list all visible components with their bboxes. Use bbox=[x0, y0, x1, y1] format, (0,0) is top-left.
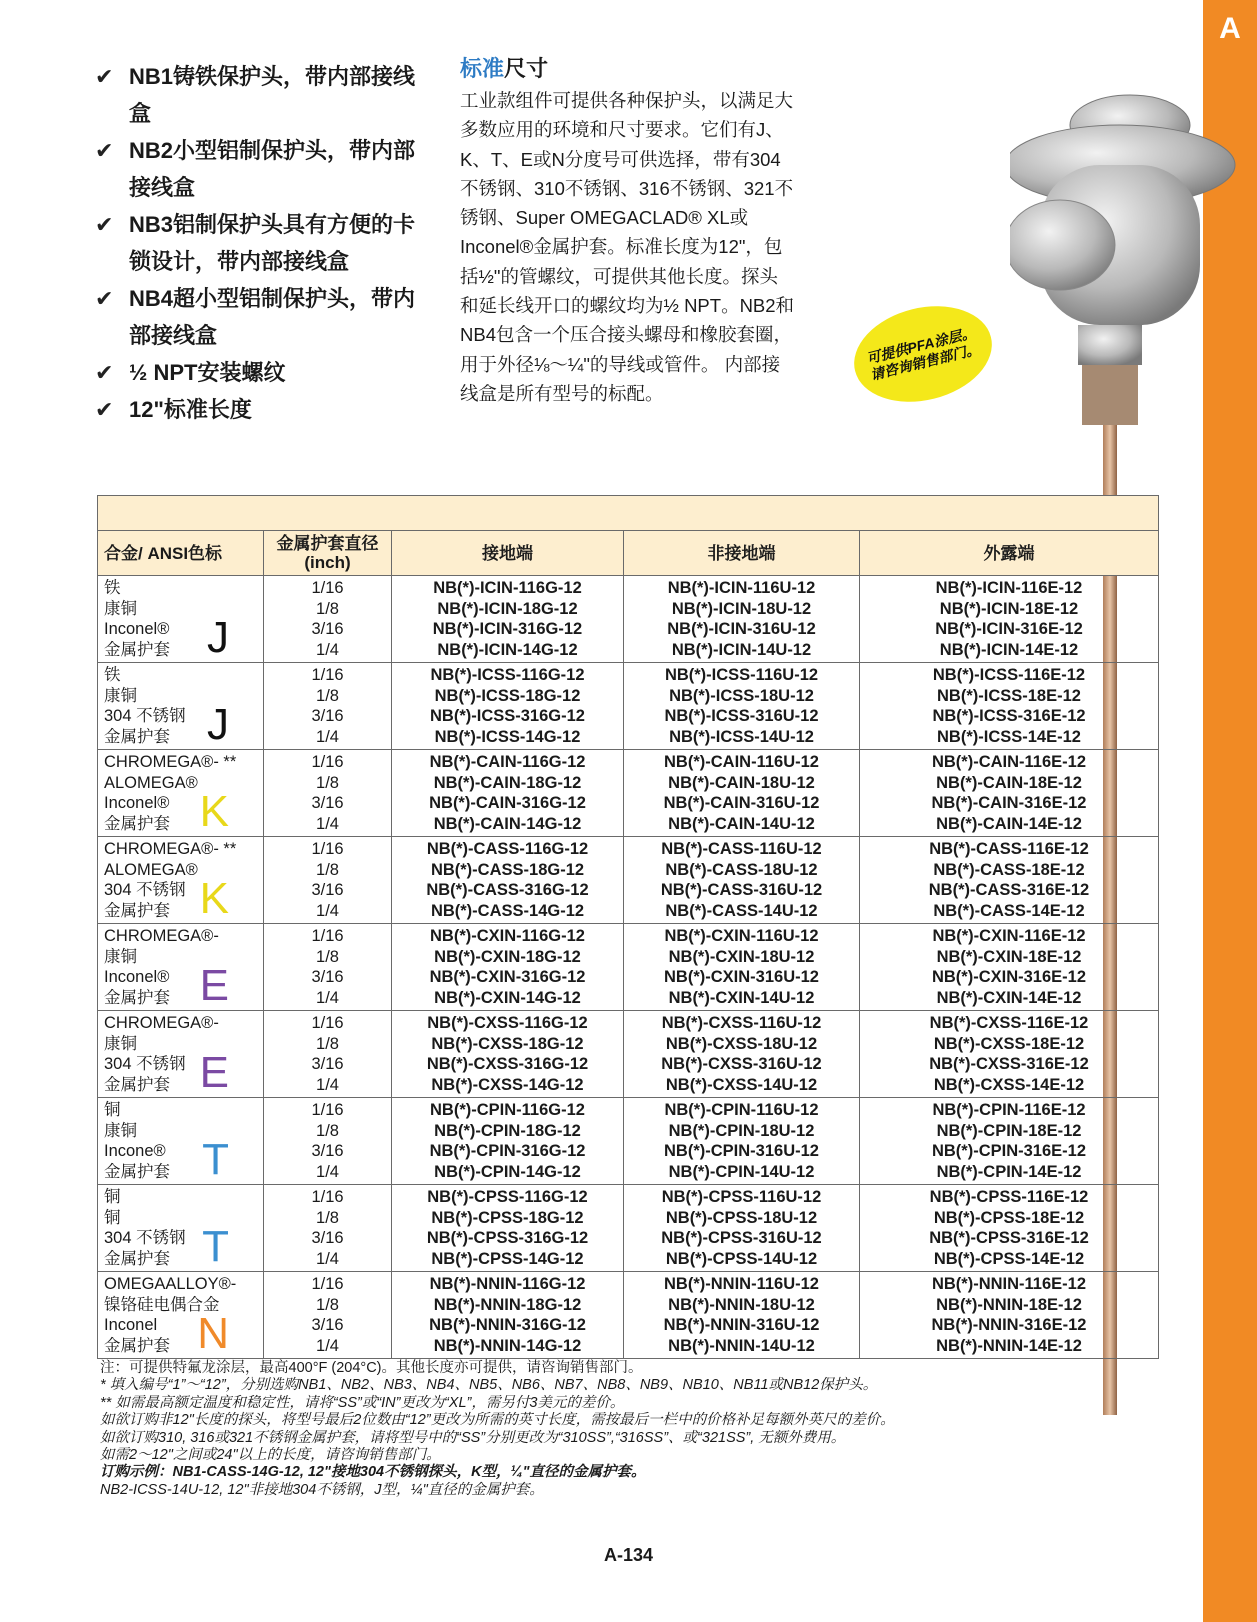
exposed-cell bbox=[860, 1185, 1159, 1272]
part-number: NB(*)-CAIN-14U-12 bbox=[668, 814, 815, 833]
diameter-value: 1/16 bbox=[311, 579, 344, 597]
part-number: NB(*)-CAIN-116E-12 bbox=[931, 753, 1087, 771]
part-number: NB(*)-NNIN-14U-12 bbox=[668, 1336, 815, 1355]
exposed-cell bbox=[860, 1098, 1159, 1185]
alloy-line: 康铜 bbox=[104, 599, 137, 618]
part-number: NB(*)-CPSS-316U-12 bbox=[661, 1229, 822, 1247]
alloy-cell bbox=[98, 750, 264, 837]
table-row bbox=[98, 750, 1159, 837]
exposed-cell bbox=[860, 750, 1159, 837]
diameter-value: 3/16 bbox=[311, 620, 344, 638]
part-number: NB(*)-ICIN-116E-12 bbox=[935, 579, 1083, 597]
diameter-cell bbox=[264, 750, 392, 837]
part-number: NB(*)-ICIN-18U-12 bbox=[671, 599, 812, 618]
exposed-cell bbox=[860, 924, 1159, 1011]
ungrounded-cell bbox=[624, 576, 860, 663]
part-number: NB(*)-CAIN-18G-12 bbox=[433, 773, 582, 792]
part-number: NB(*)-ICSS-316U-12 bbox=[664, 707, 819, 725]
part-number: NB(*)-CXIN-116U-12 bbox=[664, 927, 819, 945]
part-number: NB(*)-CXSS-116G-12 bbox=[427, 1014, 588, 1032]
header-exposed: 外露端 bbox=[860, 531, 1159, 576]
ungrounded-cell bbox=[624, 663, 860, 750]
diameter-value: 1/8 bbox=[316, 686, 339, 705]
part-number: NB(*)-CASS-116G-12 bbox=[426, 840, 589, 858]
part-number: NB(*)-NNIN-18E-12 bbox=[936, 1295, 1082, 1314]
part-number: NB(*)-CXIN-14U-12 bbox=[668, 988, 815, 1007]
part-number: NB(*)-CAIN-116U-12 bbox=[664, 753, 819, 771]
alloy-line: 铁 bbox=[104, 666, 121, 684]
ansi-type-letter: E bbox=[199, 961, 229, 1010]
part-number: NB(*)-CAIN-316G-12 bbox=[429, 794, 586, 812]
part-number: NB(*)-CXSS-116U-12 bbox=[661, 1014, 822, 1032]
header-alloy: 合金/ ANSI色标 bbox=[98, 531, 264, 576]
part-number: NB(*)-CASS-18E-12 bbox=[933, 860, 1085, 879]
diameter-value: 1/4 bbox=[316, 1075, 339, 1094]
part-number: NB(*)-NNIN-116U-12 bbox=[664, 1275, 819, 1293]
diameter-value: 1/8 bbox=[316, 860, 339, 879]
part-number: NB(*)-ICSS-14G-12 bbox=[434, 727, 581, 746]
table-row bbox=[98, 1098, 1159, 1185]
alloy-line: 铜 bbox=[104, 1208, 121, 1227]
standard-title: 标准尺寸 bbox=[460, 56, 549, 81]
diameter-value: 1/16 bbox=[311, 1014, 344, 1032]
part-number: NB(*)-CASS-18U-12 bbox=[665, 860, 818, 879]
ansi-type-letter: E bbox=[199, 1048, 229, 1097]
diameter-value: 1/16 bbox=[311, 666, 344, 684]
part-number: NB(*)-CASS-14E-12 bbox=[933, 901, 1085, 920]
ansi-type-letter: T bbox=[202, 1222, 229, 1271]
table-header-row bbox=[98, 531, 1159, 576]
ansi-type-letter: K bbox=[199, 787, 229, 836]
alloy-cell bbox=[98, 1098, 264, 1185]
alloy-cell bbox=[98, 924, 264, 1011]
alloy-line: 金属护套 bbox=[104, 1075, 170, 1094]
ungrounded-cell bbox=[624, 1011, 860, 1098]
diameter-value: 1/16 bbox=[311, 1101, 344, 1119]
part-number: NB(*)-ICSS-18E-12 bbox=[937, 686, 1081, 705]
part-number: NB(*)-CAIN-316E-12 bbox=[931, 794, 1087, 812]
part-number: NB(*)-CPIN-18U-12 bbox=[668, 1121, 815, 1140]
part-number: NB(*)-NNIN-316G-12 bbox=[429, 1316, 586, 1334]
part-number: NB(*)-ICSS-14U-12 bbox=[669, 727, 814, 746]
part-number: NB(*)-CXSS-116E-12 bbox=[929, 1014, 1089, 1032]
table-row bbox=[98, 1011, 1159, 1098]
check-icon: ✔ bbox=[95, 286, 114, 311]
part-number: NB(*)-ICIN-316G-12 bbox=[432, 620, 583, 638]
diameter-value: 1/16 bbox=[311, 840, 344, 858]
ungrounded-cell bbox=[624, 1185, 860, 1272]
part-number: NB(*)-CAIN-14E-12 bbox=[936, 814, 1082, 833]
part-number: NB(*)-ICSS-18U-12 bbox=[669, 686, 814, 705]
part-number: NB(*)-CASS-316U-12 bbox=[660, 881, 823, 899]
part-number: NB(*)-ICIN-18G-12 bbox=[437, 599, 578, 618]
feature-text: 12"标准长度 bbox=[129, 397, 252, 422]
alloy-line: 铁 bbox=[104, 579, 121, 597]
part-number: NB(*)-CPIN-116E-12 bbox=[932, 1101, 1086, 1119]
ungrounded-cell bbox=[624, 837, 860, 924]
ungrounded-cell bbox=[624, 1098, 860, 1185]
part-number: NB(*)-CASS-18G-12 bbox=[430, 860, 585, 879]
grounded-cell bbox=[392, 1185, 624, 1272]
alloy-cell bbox=[98, 1272, 264, 1359]
part-number: NB(*)-CPIN-116U-12 bbox=[664, 1101, 819, 1119]
feature-text: NB2小型铝制保护头，带内部接线盒 bbox=[129, 138, 416, 200]
diameter-value: 1/8 bbox=[316, 773, 339, 792]
header-grounded: 接地端 bbox=[392, 531, 624, 576]
part-number: NB(*)-CXIN-116E-12 bbox=[932, 927, 1086, 945]
alloy-line: 康铜 bbox=[104, 947, 137, 966]
diameter-value: 3/16 bbox=[311, 1142, 344, 1160]
alloy-line: Inconel bbox=[104, 1316, 158, 1334]
ungrounded-cell bbox=[624, 924, 860, 1011]
part-number: NB(*)-ICIN-316E-12 bbox=[935, 620, 1083, 638]
diameter-value: 1/4 bbox=[316, 1162, 339, 1181]
alloy-line: 康铜 bbox=[104, 1121, 137, 1140]
part-number: NB(*)-CPIN-316E-12 bbox=[931, 1142, 1087, 1160]
note-line: * 填入编号“1”～“12”，分别选购NB1、NB2、NB3、NB4、NB5、NB6、NB7、NB8、NB9、NB10、NB11或NB12保护头。 bbox=[100, 1377, 878, 1394]
part-number: NB(*)-CAIN-18U-12 bbox=[668, 773, 815, 792]
feature-item bbox=[95, 354, 435, 391]
alloy-cell bbox=[98, 663, 264, 750]
diameter-cell bbox=[264, 1185, 392, 1272]
part-number: NB(*)-CASS-116E-12 bbox=[929, 840, 1089, 858]
ansi-type-letter: J bbox=[207, 700, 229, 749]
alloy-line: 铜 bbox=[104, 1101, 121, 1119]
note-line: 如欲订购310, 316或321不锈钢金属护套，请将型号中的“SS”分别更改为“310SS”,“316SS”、或“321SS”, 无额外费用。 bbox=[100, 1429, 846, 1446]
alloy-cell bbox=[98, 1185, 264, 1272]
alloy-line: 304 不锈钢 bbox=[104, 707, 186, 725]
part-number: NB(*)-CPIN-18E-12 bbox=[936, 1121, 1082, 1140]
alloy-cell bbox=[98, 1011, 264, 1098]
part-number: NB(*)-CXSS-14E-12 bbox=[933, 1075, 1085, 1094]
part-number: NB(*)-CXSS-14U-12 bbox=[665, 1075, 818, 1094]
part-number: NB(*)-ICSS-116G-12 bbox=[430, 666, 585, 684]
grounded-cell bbox=[392, 837, 624, 924]
alloy-line: Inconel® bbox=[104, 794, 170, 812]
part-number: NB(*)-ICIN-116U-12 bbox=[667, 579, 816, 597]
header-ungrounded: 非接地端 bbox=[624, 531, 860, 576]
table-row bbox=[98, 663, 1159, 750]
alloy-cell bbox=[98, 837, 264, 924]
page-number: A-134 bbox=[603, 1545, 654, 1565]
alloy-line: 金属护套 bbox=[104, 814, 170, 833]
part-number: NB(*)-ICIN-18E-12 bbox=[939, 599, 1079, 618]
diameter-value: 1/8 bbox=[316, 1121, 339, 1140]
grounded-cell bbox=[392, 576, 624, 663]
ungrounded-cell bbox=[624, 1272, 860, 1359]
part-number: NB(*)-CXIN-18E-12 bbox=[936, 947, 1082, 966]
part-number: NB(*)-CXIN-14G-12 bbox=[434, 988, 581, 1007]
feature-text: ½ NPT安装螺纹 bbox=[129, 360, 286, 385]
part-number: NB(*)-NNIN-316U-12 bbox=[663, 1316, 820, 1334]
table-row bbox=[98, 576, 1159, 663]
feature-list bbox=[95, 58, 435, 428]
diameter-cell bbox=[264, 924, 392, 1011]
part-number: NB(*)-ICSS-116E-12 bbox=[932, 666, 1086, 684]
note-line: 注：可提供特氟龙涂层，最高400°F (204°C)。其他长度亦可提供，请咨询销售部门。 bbox=[100, 1360, 643, 1376]
diameter-value: 1/8 bbox=[316, 599, 339, 618]
part-number: NB(*)-CPIN-116G-12 bbox=[430, 1101, 585, 1119]
part-number: NB(*)-CPSS-116U-12 bbox=[661, 1188, 822, 1206]
note-line: 如欲订购非12"长度的探头，将型号最后2位数由“12”更改为所需的英寸长度，需按最后一栏中的价格补足每额外英尺的差价。 bbox=[100, 1412, 895, 1429]
ansi-type-letter: T bbox=[202, 1135, 229, 1184]
part-number: NB(*)-CPSS-316E-12 bbox=[929, 1229, 1089, 1247]
diameter-value: 3/16 bbox=[311, 1316, 344, 1334]
part-number: NB(*)-CPIN-14U-12 bbox=[668, 1162, 815, 1181]
feature-item bbox=[95, 206, 435, 280]
product-table bbox=[97, 495, 1159, 1359]
part-number: NB(*)-CXIN-116G-12 bbox=[430, 927, 585, 945]
diameter-value: 3/16 bbox=[311, 794, 344, 812]
diameter-value: 1/8 bbox=[316, 1034, 339, 1053]
part-number: NB(*)-CPSS-316G-12 bbox=[426, 1229, 589, 1247]
part-number: NB(*)-CPIN-18G-12 bbox=[434, 1121, 581, 1140]
alloy-line: 金属护套 bbox=[104, 988, 170, 1007]
grounded-cell bbox=[392, 663, 624, 750]
diameter-value: 1/4 bbox=[316, 988, 339, 1007]
ungrounded-cell bbox=[624, 750, 860, 837]
diameter-value: 1/4 bbox=[316, 901, 339, 920]
part-number: NB(*)-CPIN-316U-12 bbox=[664, 1142, 819, 1160]
part-number: NB(*)-CPIN-316G-12 bbox=[429, 1142, 586, 1160]
header-diameter: 金属护套直径 (inch) bbox=[264, 531, 392, 576]
feature-item bbox=[95, 132, 435, 206]
part-number: NB(*)-CASS-14U-12 bbox=[665, 901, 818, 920]
table-row bbox=[98, 837, 1159, 924]
feature-item bbox=[95, 280, 435, 354]
part-number: NB(*)-NNIN-18G-12 bbox=[433, 1295, 582, 1314]
part-number: NB(*)-CAIN-316U-12 bbox=[663, 794, 820, 812]
part-number: NB(*)-CPIN-14G-12 bbox=[434, 1162, 581, 1181]
diameter-value: 1/4 bbox=[316, 640, 339, 659]
diameter-value: 1/16 bbox=[311, 927, 344, 945]
table-row bbox=[98, 1185, 1159, 1272]
part-number: NB(*)-CXIN-14E-12 bbox=[936, 988, 1082, 1007]
alloy-line: 康铜 bbox=[104, 686, 137, 705]
grounded-cell bbox=[392, 1272, 624, 1359]
part-number: NB(*)-CXSS-316E-12 bbox=[929, 1055, 1089, 1073]
part-number: NB(*)-ICIN-14U-12 bbox=[671, 640, 812, 659]
alloy-line: ALOMEGA® bbox=[104, 773, 198, 792]
part-number: NB(*)-CAIN-14G-12 bbox=[433, 814, 582, 833]
grounded-cell bbox=[392, 1098, 624, 1185]
exposed-cell bbox=[860, 1272, 1159, 1359]
standard-section bbox=[460, 52, 795, 408]
table-row bbox=[98, 1272, 1159, 1359]
part-number: NB(*)-CXSS-14G-12 bbox=[431, 1075, 584, 1094]
part-number: NB(*)-ICSS-316G-12 bbox=[430, 707, 585, 725]
part-number: NB(*)-CXSS-18E-12 bbox=[933, 1034, 1085, 1053]
alloy-line: 304 不锈钢 bbox=[104, 1229, 186, 1247]
alloy-line: CHROMEGA®- bbox=[104, 1014, 219, 1032]
alloy-line: 康铜 bbox=[104, 1034, 137, 1053]
part-number: NB(*)-CPIN-14E-12 bbox=[936, 1162, 1082, 1181]
part-number: NB(*)-CXSS-316G-12 bbox=[426, 1055, 589, 1073]
diameter-value: 1/4 bbox=[316, 814, 339, 833]
alloy-line: 304 不锈钢 bbox=[104, 881, 186, 899]
grounded-cell bbox=[392, 1011, 624, 1098]
feature-text: NB1铸铁保护头，带内部接线盒 bbox=[129, 64, 416, 126]
check-icon: ✔ bbox=[95, 138, 114, 163]
diameter-value: 1/16 bbox=[311, 1188, 344, 1206]
ansi-type-letter: J bbox=[207, 613, 229, 662]
diameter-value: 3/16 bbox=[311, 707, 344, 725]
diameter-value: 1/4 bbox=[316, 727, 339, 746]
part-number: NB(*)-NNIN-116E-12 bbox=[931, 1275, 1087, 1293]
diameter-cell bbox=[264, 663, 392, 750]
alloy-line: CHROMEGA®- ** bbox=[104, 840, 237, 858]
grounded-cell bbox=[392, 750, 624, 837]
feature-text: NB4超小型铝制保护头，带内部接线盒 bbox=[129, 286, 416, 348]
diameter-value: 3/16 bbox=[311, 1229, 344, 1247]
diameter-cell bbox=[264, 837, 392, 924]
diameter-cell bbox=[264, 1011, 392, 1098]
part-number: NB(*)-CPSS-116E-12 bbox=[929, 1188, 1089, 1206]
alloy-cell bbox=[98, 576, 264, 663]
note-line: ** 如需最高额定温度和稳定性，请将“SS”或“IN”更改为“XL”，需另付3美元的差价。 bbox=[100, 1394, 625, 1411]
alloy-line: 金属护套 bbox=[104, 1249, 170, 1268]
part-number: NB(*)-NNIN-14E-12 bbox=[936, 1336, 1082, 1355]
part-number: NB(*)-CASS-316E-12 bbox=[928, 881, 1090, 899]
part-number: NB(*)-ICIN-316U-12 bbox=[667, 620, 816, 638]
part-number: NB(*)-CAIN-18E-12 bbox=[936, 773, 1082, 792]
ansi-type-letter: K bbox=[199, 874, 229, 923]
ansi-type-letter: N bbox=[197, 1309, 229, 1358]
diameter-value: 1/8 bbox=[316, 947, 339, 966]
alloy-line: 镍铬硅电偶合金 bbox=[104, 1295, 220, 1314]
table-title-bar bbox=[98, 496, 1159, 531]
diameter-value: 1/16 bbox=[311, 753, 344, 771]
table-body bbox=[98, 576, 1159, 1359]
feature-item bbox=[95, 391, 435, 428]
part-number: NB(*)-CASS-316G-12 bbox=[426, 881, 589, 899]
part-number: NB(*)-CPSS-116G-12 bbox=[427, 1188, 588, 1206]
order-example: NB2-ICSS-14U-12, 12"非接地304不锈钢，J型，¼"直径的金属护套。 bbox=[100, 1481, 544, 1498]
part-number: NB(*)-ICIN-116G-12 bbox=[433, 579, 582, 597]
part-number: NB(*)-CXSS-18G-12 bbox=[431, 1034, 584, 1053]
part-number: NB(*)-ICSS-316E-12 bbox=[932, 707, 1086, 725]
exposed-cell bbox=[860, 576, 1159, 663]
grounded-cell bbox=[392, 924, 624, 1011]
part-number: NB(*)-CASS-116U-12 bbox=[661, 840, 822, 858]
notes bbox=[100, 1360, 1200, 1499]
part-number: NB(*)-CXSS-18U-12 bbox=[665, 1034, 818, 1053]
alloy-line: 铜 bbox=[104, 1188, 121, 1206]
alloy-line: 金属护套 bbox=[104, 640, 170, 659]
pfa-coating-badge: 可提供PFA涂层。请咨询销售部门。 bbox=[844, 292, 1002, 415]
part-number: NB(*)-NNIN-14G-12 bbox=[433, 1336, 582, 1355]
part-number: NB(*)-CPSS-18E-12 bbox=[933, 1208, 1085, 1227]
part-number: NB(*)-CPSS-14U-12 bbox=[665, 1249, 818, 1268]
exposed-cell bbox=[860, 1011, 1159, 1098]
part-number: NB(*)-NNIN-18U-12 bbox=[668, 1295, 815, 1314]
alloy-line: Incone® bbox=[104, 1142, 166, 1160]
diameter-value: 1/16 bbox=[311, 1275, 344, 1293]
alloy-line: CHROMEGA®- ** bbox=[104, 753, 237, 771]
diameter-value: 1/4 bbox=[316, 1249, 339, 1268]
note-line: 如需2～12"之间或24"以上的长度，请咨询销售部门。 bbox=[100, 1447, 441, 1464]
feature-text: NB3铝制保护头具有方便的卡锁设计，带内部接线盒 bbox=[129, 212, 416, 274]
alloy-line: 金属护套 bbox=[104, 1336, 170, 1355]
alloy-line: 金属护套 bbox=[104, 727, 170, 746]
diameter-value: 3/16 bbox=[311, 1055, 344, 1073]
diameter-value: 3/16 bbox=[311, 881, 344, 899]
part-number: NB(*)-ICSS-116U-12 bbox=[664, 666, 819, 684]
diameter-value: 3/16 bbox=[311, 968, 344, 986]
part-number: NB(*)-NNIN-116G-12 bbox=[429, 1275, 586, 1293]
part-number: NB(*)-CXIN-18U-12 bbox=[668, 947, 815, 966]
check-icon: ✔ bbox=[95, 212, 114, 237]
part-number: NB(*)-CXIN-316E-12 bbox=[931, 968, 1087, 986]
diameter-cell bbox=[264, 576, 392, 663]
exposed-cell bbox=[860, 837, 1159, 924]
part-number: NB(*)-CXIN-316U-12 bbox=[664, 968, 819, 986]
check-icon: ✔ bbox=[95, 360, 114, 385]
part-number: NB(*)-CPSS-18G-12 bbox=[431, 1208, 584, 1227]
part-number: NB(*)-CPSS-18U-12 bbox=[665, 1208, 818, 1227]
alloy-line: 304 不锈钢 bbox=[104, 1055, 186, 1073]
part-number: NB(*)-ICIN-14E-12 bbox=[939, 640, 1079, 659]
part-number: NB(*)-ICSS-14E-12 bbox=[937, 727, 1081, 746]
part-number: NB(*)-CXIN-316G-12 bbox=[429, 968, 586, 986]
alloy-line: Inconel® bbox=[104, 620, 170, 638]
part-number: NB(*)-CAIN-116G-12 bbox=[429, 753, 586, 771]
section-letter: A bbox=[1219, 12, 1241, 45]
alloy-line: OMEGAALLOY®- bbox=[104, 1275, 237, 1293]
alloy-line: ALOMEGA® bbox=[104, 860, 198, 879]
diameter-value: 1/8 bbox=[316, 1295, 339, 1314]
order-example: 订购示例：NB1-CASS-14G-12, 12"接地304不锈钢探头，K型，¼"直径的金属护套。 bbox=[100, 1464, 646, 1481]
part-number: NB(*)-ICIN-14G-12 bbox=[437, 640, 578, 659]
alloy-line: Inconel® bbox=[104, 968, 170, 986]
part-number: NB(*)-NNIN-316E-12 bbox=[931, 1316, 1087, 1334]
alloy-line: 金属护套 bbox=[104, 901, 170, 920]
diameter-value: 1/4 bbox=[316, 1336, 339, 1355]
check-icon: ✔ bbox=[95, 397, 114, 422]
diameter-value: 1/8 bbox=[316, 1208, 339, 1227]
part-number: NB(*)-CXSS-316U-12 bbox=[661, 1055, 822, 1073]
table-row bbox=[98, 924, 1159, 1011]
diameter-cell bbox=[264, 1098, 392, 1185]
alloy-line: 金属护套 bbox=[104, 1162, 170, 1181]
check-icon: ✔ bbox=[95, 64, 114, 89]
part-number: NB(*)-ICSS-18G-12 bbox=[434, 686, 581, 705]
part-number: NB(*)-CPSS-14E-12 bbox=[933, 1249, 1085, 1268]
diameter-cell bbox=[264, 1272, 392, 1359]
feature-item bbox=[95, 58, 435, 132]
standard-body: 工业款组件可提供各种保护头，以满足大多数应用的环境和尺寸要求。它们有J、K、T、E或N分度号可供选择，带有304不锈钢、310不锈钢、316不锈钢、321不锈钢、Super OMEGACLAD® XL或Inconel®金属护套。标准长度为12"，包括½"的管螺纹，可提供其他长度。探头和延长线开口的螺纹均为½ NPT。NB2和NB4包含一个压合接头螺母和橡胶套圈，用于外径⅛～¼"的导线或管件。 内部接线盒是所有型号的标配。 bbox=[460, 90, 795, 404]
part-number: NB(*)-CASS-14G-12 bbox=[430, 901, 585, 920]
part-number: NB(*)-CXIN-18G-12 bbox=[434, 947, 581, 966]
part-number: NB(*)-CPSS-14G-12 bbox=[431, 1249, 584, 1268]
alloy-line: CHROMEGA®- bbox=[104, 927, 219, 945]
exposed-cell bbox=[860, 663, 1159, 750]
